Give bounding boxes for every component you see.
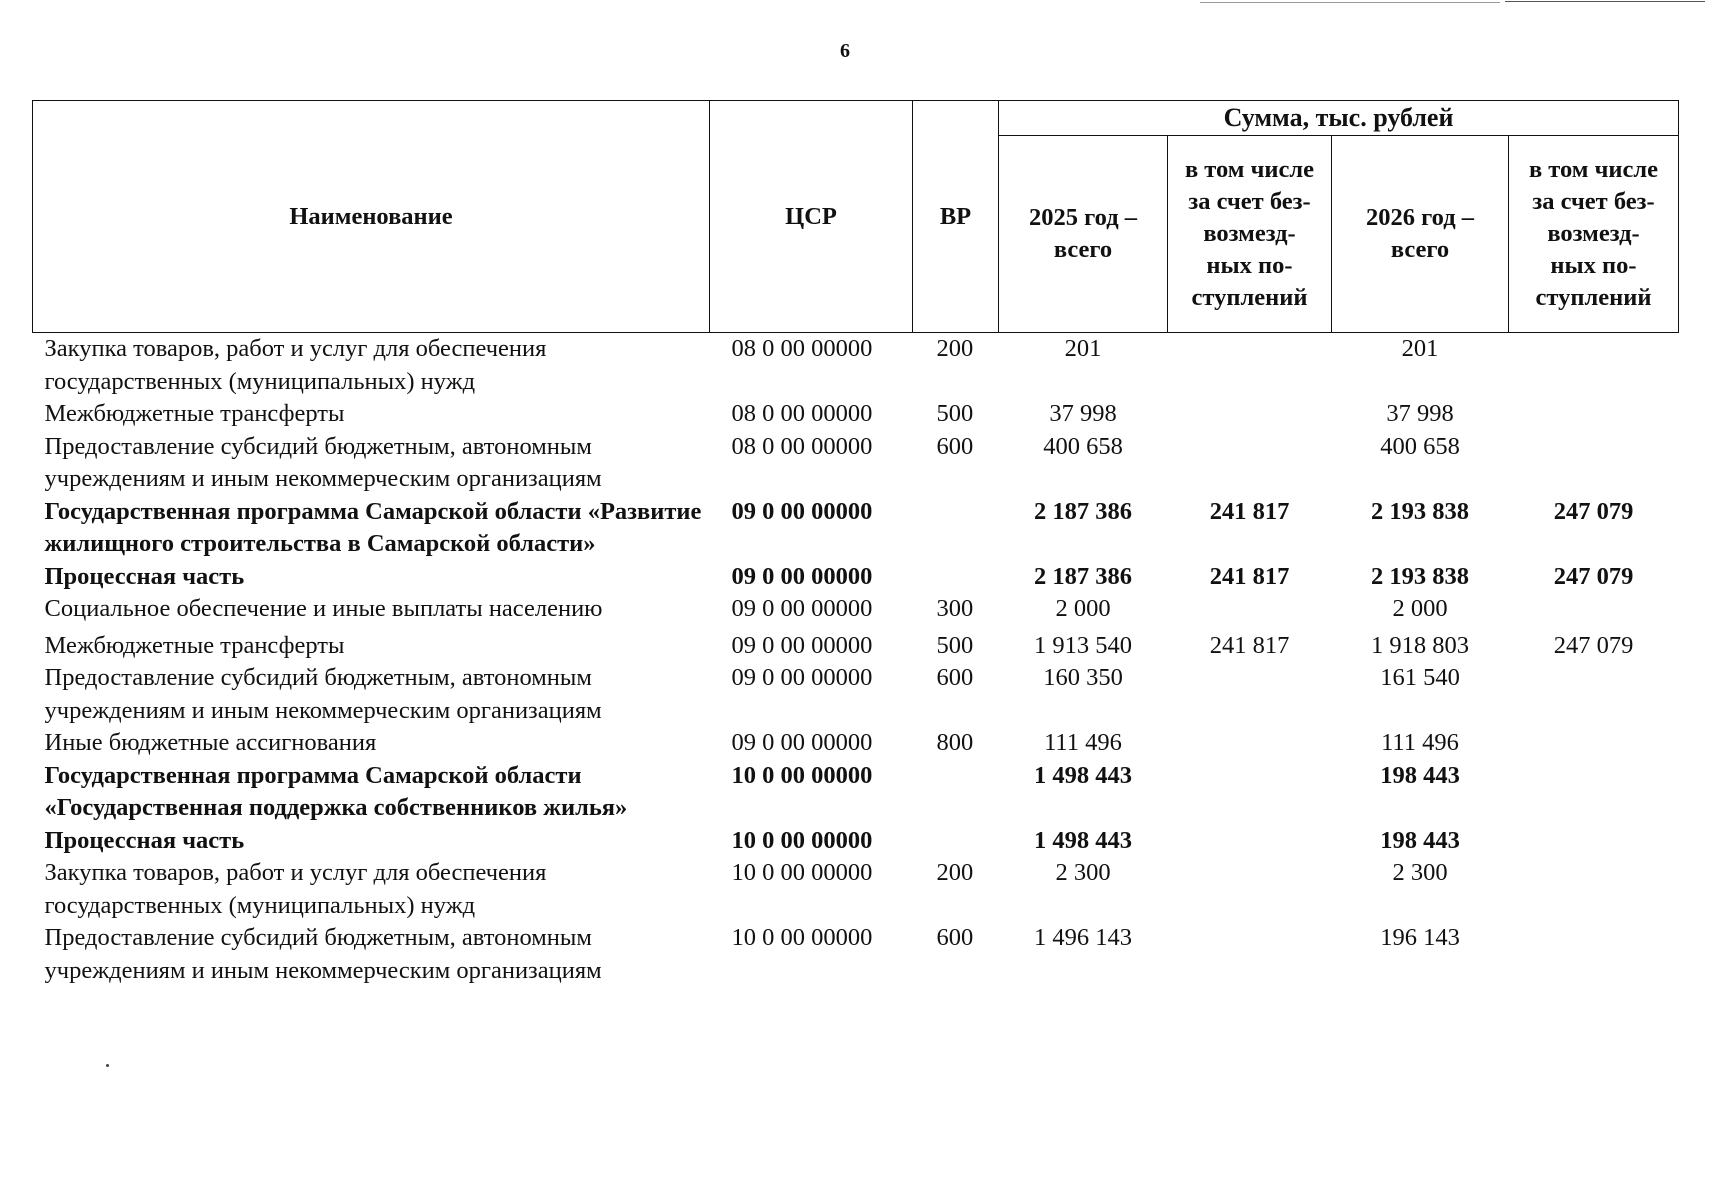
row-2025-grants [1168,825,1332,858]
row-name: Предоставление субсидий бюджетным, автономным учреждениям и иным некоммерческим организациям [44,664,602,724]
row-vr [913,496,999,561]
row-2026-total: 2 000 [1392,595,1448,622]
row-2026-grants: 247 079 [1553,631,1634,659]
row-name: Социальное обеспечение и иные выплаты населению [44,595,603,622]
row-2026-grants [1509,760,1679,825]
row-csr: 09 0 00 00000 [731,729,873,756]
row-2025-grants [1168,593,1332,626]
row-name: Предоставление субсидий бюджетным, автономным учреждениям и иным некоммерческим организациям [44,432,602,492]
row-2025-total: 201 [1064,335,1102,362]
row-2025-total: 111 496 [1044,729,1122,756]
row-csr: 10 0 00 00000 [731,859,873,886]
row-2025-grants [1168,662,1332,727]
table-row-program [33,496,1679,561]
row-2025-grants [1168,857,1332,922]
row-csr: 10 0 00 00000 [731,826,873,854]
row-2025-total: 2 000 [1055,595,1111,622]
row-vr: 500 [936,631,974,659]
row-vr: 500 [936,400,974,427]
table-row [33,922,1679,987]
row-name: Предоставление субсидий бюджетным, автономным учреждениям и иным некоммерческим организациям [44,924,602,984]
row-2026-grants [1509,727,1679,760]
row-vr: 200 [936,335,974,362]
row-2026-total: 37 998 [1386,400,1454,427]
header-2025-grants: в том числе за счет без-возмезд-ных по-ступлений [1168,136,1332,333]
scan-artifact-dot [106,1064,109,1067]
row-2026-total: 400 658 [1380,432,1460,460]
row-csr: 10 0 00 00000 [731,761,873,789]
row-vr: 600 [936,924,974,951]
table-row [33,398,1679,431]
row-2026-grants [1509,857,1679,922]
table-header-row [33,101,1679,136]
row-name: Процессная часть [44,826,245,854]
row-2026-total: 198 443 [1380,761,1460,789]
row-csr: 09 0 00 00000 [731,631,873,659]
row-vr: 600 [936,664,974,691]
row-2025-grants: 241 817 [1209,562,1290,590]
row-2026-grants [1509,431,1679,496]
row-vr: 200 [936,859,974,886]
row-vr: 800 [936,729,974,756]
row-csr: 08 0 00 00000 [731,432,873,460]
table-row [33,857,1679,922]
row-2026-total: 2 193 838 [1371,497,1469,525]
row-name: Государственная программа Самарской области «Развитие жилищного строительства в Самарской области» [44,497,702,557]
row-2025-total: 1 496 143 [1034,924,1132,951]
row-2025-grants [1168,333,1332,399]
page-number: 6 [840,40,850,62]
table-row-subprogram [33,825,1679,858]
table-row [33,593,1679,626]
row-2026-grants: 247 079 [1553,562,1634,590]
row-name: Межбюджетные трансферты [44,631,345,659]
row-2025-total: 2 300 [1055,859,1111,886]
row-2026-grants [1509,662,1679,727]
row-name: Закупка товаров, работ и услуг для обеспечения государственных (муниципальных) нужд [44,335,547,395]
scan-artifact-line [1200,2,1500,3]
row-2026-total: 198 443 [1380,826,1460,854]
row-vr [913,561,999,594]
row-2026-grants [1509,825,1679,858]
row-vr [913,825,999,858]
table-row-subprogram [33,561,1679,594]
row-2025-total: 1 498 443 [1034,826,1132,854]
row-2025-grants: 241 817 [1209,497,1290,525]
table-row [33,727,1679,760]
row-2026-grants [1509,398,1679,431]
row-2026-grants [1509,333,1679,399]
row-2025-total: 37 998 [1049,400,1117,427]
scan-artifact-line [1505,1,1705,2]
row-name: Иные бюджетные ассигнования [44,729,377,756]
row-name: Закупка товаров, работ и услуг для обеспечения государственных (муниципальных) нужд [44,859,547,919]
table-row [33,662,1679,727]
row-2026-total: 1 918 803 [1371,631,1469,659]
row-2025-grants [1168,760,1332,825]
header-vr: ВР [913,101,999,333]
row-2026-grants: 247 079 [1553,497,1634,525]
header-2026-total: 2026 год – всего [1332,136,1509,333]
row-2026-total: 201 [1401,335,1439,362]
row-csr: 09 0 00 00000 [731,497,873,525]
header-name: Наименование [33,101,710,333]
header-csr: ЦСР [710,101,913,333]
row-csr: 09 0 00 00000 [731,595,873,622]
row-2025-total: 2 187 386 [1034,497,1132,525]
row-csr: 08 0 00 00000 [731,400,873,427]
row-2025-total: 2 187 386 [1034,562,1132,590]
row-csr: 10 0 00 00000 [731,924,873,951]
row-2026-total: 161 540 [1380,664,1460,691]
row-2025-grants: 241 817 [1209,631,1290,659]
row-vr: 300 [936,595,974,622]
row-csr: 08 0 00 00000 [731,335,873,362]
budget-allocation-table [32,100,1679,987]
row-name: Процессная часть [44,562,245,590]
table-row-program [33,760,1679,825]
table-row [33,626,1679,663]
row-vr: 600 [936,432,974,460]
row-name: Государственная программа Самарской области «Государственная поддержка собственников жилья» [44,761,628,821]
row-2026-total: 196 143 [1380,924,1460,951]
row-2025-grants [1168,431,1332,496]
row-2025-grants [1168,727,1332,760]
row-2025-total: 160 350 [1043,664,1123,691]
table-row [33,431,1679,496]
row-csr: 09 0 00 00000 [731,664,873,691]
row-2026-grants [1509,922,1679,987]
row-2025-grants [1168,922,1332,987]
row-2026-total: 2 300 [1392,859,1448,886]
row-2025-grants [1168,398,1332,431]
header-sum-group: Сумма, тыс. рублей [999,101,1679,136]
row-2026-grants [1509,593,1679,626]
row-vr [913,760,999,825]
header-2026-grants: в том числе за счет без-возмезд-ных по-ступлений [1509,136,1679,333]
row-csr: 09 0 00 00000 [731,562,873,590]
row-2025-total: 1 498 443 [1034,761,1132,789]
header-2025-total: 2025 год – всего [999,136,1168,333]
row-name: Межбюджетные трансферты [44,400,345,427]
row-2026-total: 111 496 [1381,729,1459,756]
row-2025-total: 400 658 [1043,432,1123,460]
row-2025-total: 1 913 540 [1034,631,1132,659]
table-row [33,333,1679,399]
row-2026-total: 2 193 838 [1371,562,1469,590]
